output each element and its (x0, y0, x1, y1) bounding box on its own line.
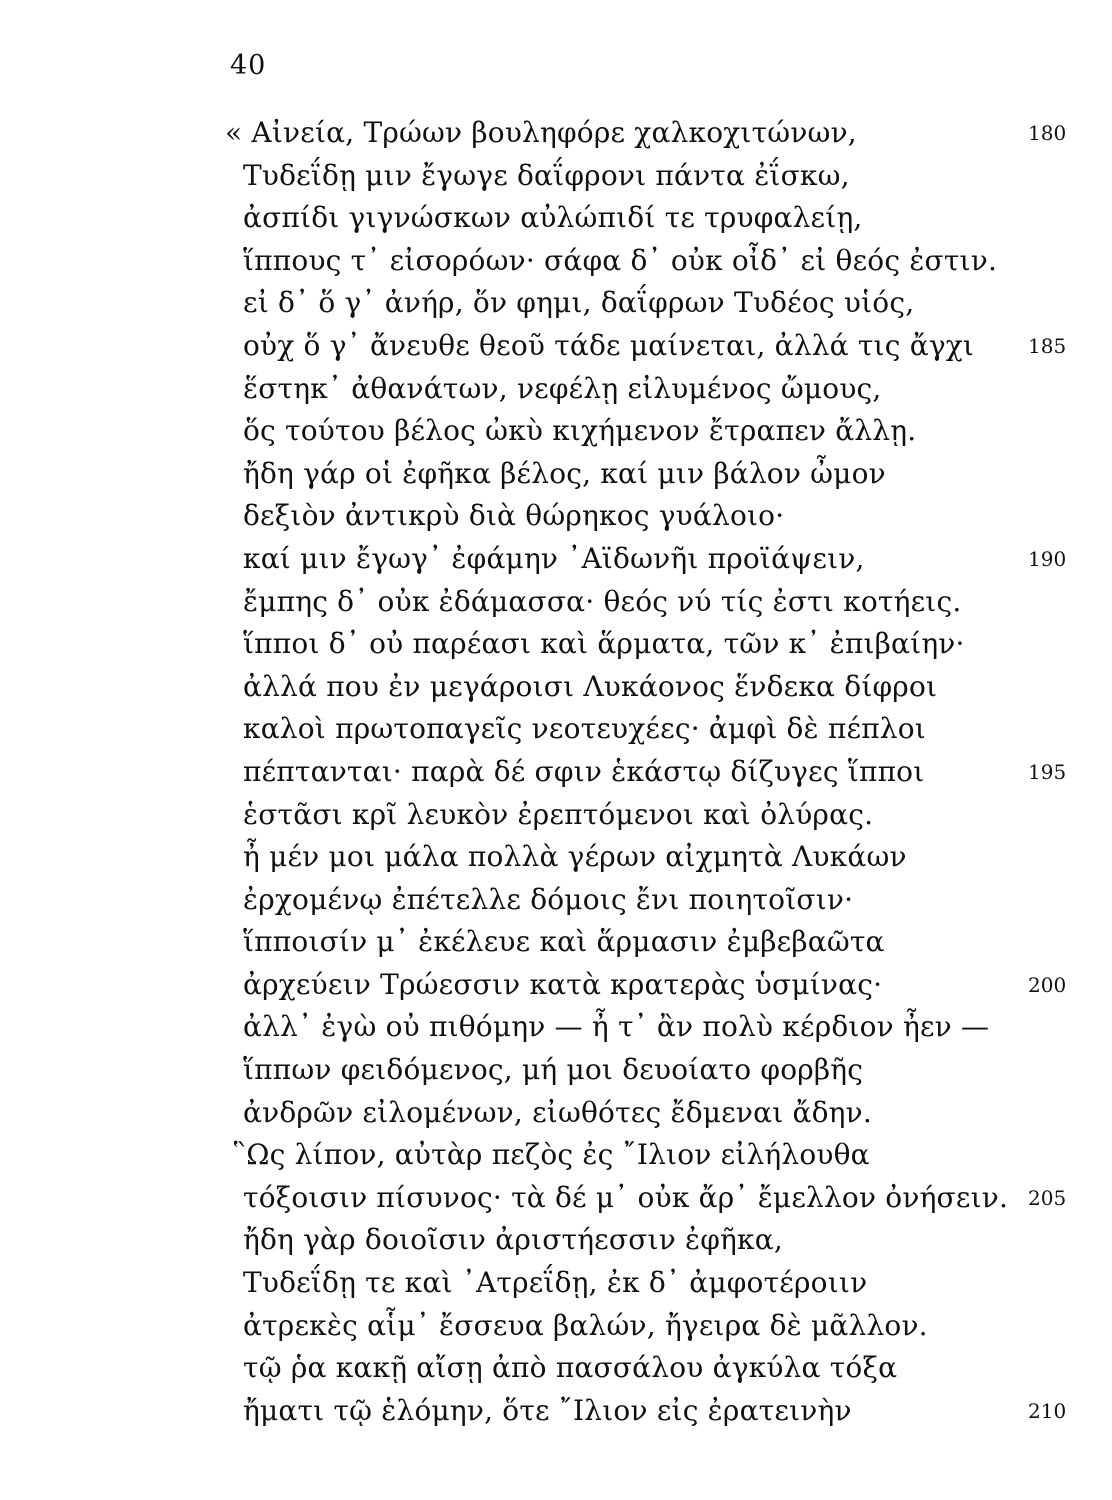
verse-line (0, 623, 1112, 666)
page-number: 40 (230, 50, 267, 81)
verse-line (0, 921, 1112, 964)
verse-line (0, 538, 1112, 581)
line-number: 200 (1028, 972, 1067, 997)
verse-text: ἀσπίδι γιγνώσκων αὐλώπιδί τε τρυφαλείῃ, (243, 201, 863, 235)
verse-line (0, 836, 1112, 879)
verse-line (0, 666, 1112, 709)
line-number: 180 (1028, 121, 1067, 145)
verse-line (0, 1305, 1112, 1348)
verse-line (0, 1262, 1112, 1305)
verse-text: ἀρχεύειν Τρώεσσιν κατὰ κρατερὰς ὑσμίνας· (243, 967, 883, 1001)
verse-text: ἑστᾶσι κρῖ λευκὸν ἐρεπτόμενοι καὶ ὀλύρας. (243, 797, 874, 831)
verse-text: δεξιὸν ἀντικρὺ διὰ θώρηκος γυάλοιο· (243, 499, 785, 533)
verse-text: ἦ μέν μοι μάλα πολλὰ γέρων αἰχμητὰ Λυκάων (243, 840, 907, 874)
verse-line (0, 581, 1112, 624)
verse-text: ἵππων φειδόμενος, μή μοι δευοίατο φορβῆς (243, 1053, 864, 1087)
verse-line (0, 1134, 1112, 1177)
verse-text: ἀλλ᾽ ἐγὼ οὐ πιθόμην — ἦ τ᾽ ἂν πολὺ κέρδιον ἦεν — (243, 1010, 990, 1044)
verse-text: ῝Ως λίπον, αὐτὰρ πεζὸς ἐς ῎Ιλιον εἰλήλουθα (232, 1138, 870, 1172)
verse-text: ἀλλά που ἐν μεγάροισι Λυκάονος ἕνδεκα δίφροι (243, 669, 938, 703)
verse-text: ἤδη γὰρ δοιοῖσιν ἀριστήεσσιν ἐφῆκα, (243, 1223, 783, 1257)
verse-text: οὐχ ὅ γ᾽ ἄνευθε θεοῦ τάδε μαίνεται, ἀλλά τις ἄγχι (243, 328, 975, 362)
verse-line (0, 240, 1112, 283)
line-number: 195 (1028, 759, 1067, 784)
verse-line (0, 155, 1112, 198)
verse-text: ἤδη γάρ οἱ ἐφῆκα βέλος, καί μιν βάλον ὦμον (243, 456, 886, 490)
verse-line (0, 495, 1112, 538)
verse-text: ἵπποι δ᾽ οὐ παρέασι καὶ ἅρματα, τῶν κ᾽ ἐπιβαίην· (243, 627, 965, 661)
verse-text: ἤματι τῷ ἑλόμην, ὅτε ῎Ιλιον εἰς ἐρατεινὴν (243, 1393, 852, 1427)
verse-text: « Αἰνεία, Τρώων βουληφόρε χαλκοχιτώνων, (225, 116, 857, 149)
verse-text: ἀτρεκὲς αἷμ᾽ ἔσσευα βαλών, ἤγειρα δὲ μᾶλλον. (243, 1308, 928, 1342)
verse-line (0, 1390, 1112, 1433)
verse-line (0, 325, 1112, 368)
verse-text: ἵπποισίν μ᾽ ἐκέλευε καὶ ἅρμασιν ἐμβεβαῶτα (243, 925, 885, 959)
verse-line (0, 879, 1112, 922)
line-number: 210 (1028, 1398, 1067, 1423)
verse-text: ἵππους τ᾽ εἰσορόων· σάφα δ᾽ οὐκ οἶδ᾽ εἰ θεός ἐστιν. (243, 243, 998, 277)
verse-text: καί μιν ἔγωγ᾽ ἐφάμην ᾿Αϊδωνῆι προϊάψειν, (243, 541, 865, 575)
verse-line (0, 794, 1112, 837)
line-number: 205 (1028, 1185, 1067, 1210)
verse-line (0, 751, 1112, 794)
verse-line (0, 1177, 1112, 1220)
verse-text: Τυδεΐδῃ τε καὶ ᾿Ατρεΐδῃ, ἐκ δ᾽ ἀμφοτέροιιν (243, 1266, 868, 1300)
verse-text: ἐρχομένῳ ἐπέτελλε δόμοις ἔνι ποιητοῖσιν· (243, 882, 854, 916)
verse-line (0, 708, 1112, 751)
verse-line (0, 1092, 1112, 1135)
verse-line (0, 964, 1112, 1007)
verse-text: τῷ ῥα κακῇ αἴσῃ ἀπὸ πασσάλου ἀγκύλα τόξα (243, 1351, 898, 1385)
verse-line (0, 1347, 1112, 1390)
verse-text: ἔμπης δ᾽ οὐκ ἐδάμασσα· θεός νύ τίς ἐστι κοτήεις. (243, 584, 962, 618)
verse-line (0, 1049, 1112, 1092)
verse-text: ἀνδρῶν εἰλομένων, εἰωθότες ἔδμεναι ἄδην. (243, 1095, 872, 1129)
line-number: 185 (1028, 333, 1067, 358)
verse-line (0, 112, 1112, 155)
verse-line (0, 1006, 1112, 1049)
verse-line (0, 197, 1112, 240)
verse-text: ὅς τούτου βέλος ὠκὺ κιχήμενον ἔτραπεν ἄλλῃ. (243, 414, 917, 448)
verse-line (0, 282, 1112, 325)
verse-text: εἰ δ᾽ ὅ γ᾽ ἀνήρ, ὅν φημι, δαΐφρων Τυδέος υἱός, (243, 286, 915, 320)
verse-text: ἕστηκ᾽ ἀθανάτων, νεφέλῃ εἰλυμένος ὤμους, (243, 371, 882, 405)
verse-text: Τυδεΐδῃ μιν ἔγωγε δαΐφρονι πάντα ἐΐσκω, (243, 158, 850, 192)
line-number: 190 (1028, 546, 1067, 571)
verse-line (0, 368, 1112, 411)
verse-line (0, 453, 1112, 496)
verse-text: καλοὶ πρωτοπαγεῖς νεοτευχέες· ἀμφὶ δὲ πέπλοι (243, 712, 926, 746)
verse-line (0, 1219, 1112, 1262)
verse-line (0, 410, 1112, 453)
verse-text: τόξοισιν πίσυνος· τὰ δέ μ᾽ οὐκ ἄρ᾽ ἔμελλον ὀνήσειν. (243, 1180, 1009, 1214)
verse-text: πέπτανται· παρὰ δέ σφιν ἑκάστῳ δίζυγες ἵπποι (243, 754, 925, 788)
verse-block (0, 112, 1112, 1432)
